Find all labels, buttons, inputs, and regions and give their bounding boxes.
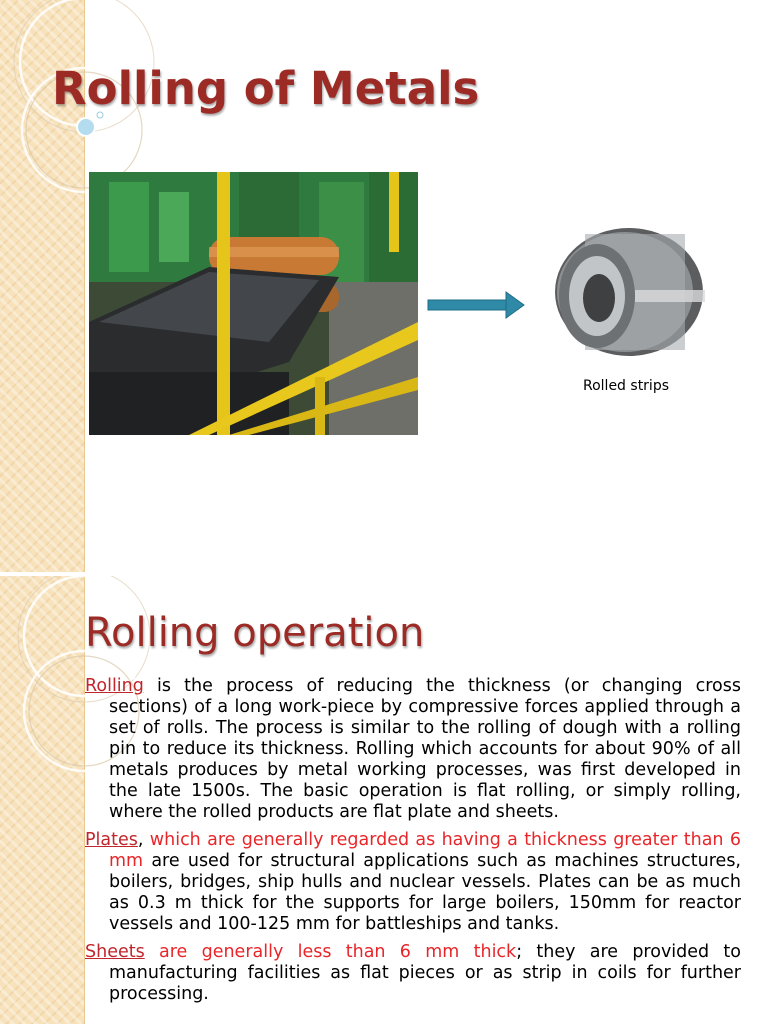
right-arrow-icon <box>426 291 526 319</box>
rolled-coil-photo <box>545 222 705 358</box>
paragraph-text: is the process of reducing the thickness (or changing cross sections) of a long work-piece by compressive forces applied through a set of rolls. The process is similar to the rolling of dough with a rolling pin to reduce its thickness. Rolling which accounts for about 90% of all metals produces by metal working processes, was first developed in the late 1500s. The basic operation is flat rolling, or simply rolling, where the rolled products are flat plate and sheets. <box>109 676 741 822</box>
term-rolling: Rolling <box>85 676 144 696</box>
paragraph-rolling <box>85 676 741 823</box>
highlight-text: are generally less than 6 mm thick <box>144 942 517 962</box>
paragraph-plates <box>85 830 741 935</box>
highlight-text: which are generally regarded as having a thickness greater than 6 mm <box>109 830 741 871</box>
image-caption: Rolled strips <box>583 378 670 394</box>
paragraph-text: ; they are provided to manufacturing facilities as flat pieces or as strip in coils for further processing. <box>109 942 741 1004</box>
slide-body <box>85 676 741 1012</box>
term-separator: , <box>137 830 144 850</box>
term-plates: Plates <box>85 830 138 850</box>
rolling-mill-photo <box>89 172 418 435</box>
slide-title: Rolling of Metals <box>52 62 480 115</box>
slide-rolling-operation <box>0 576 768 1024</box>
term-sheets: Sheets <box>85 942 145 962</box>
slide-title: Rolling operation <box>85 610 425 656</box>
paragraph-sheets <box>85 942 741 1005</box>
paragraph-text: are used for structural applications such as machines structures, boilers, bridges, ship hulls and nuclear vessels. Plates can be as much as 0.3 m thick for the supports for large boilers, 150mm for reactor vessels and 100-125 mm for battleships and tanks. <box>109 851 741 934</box>
